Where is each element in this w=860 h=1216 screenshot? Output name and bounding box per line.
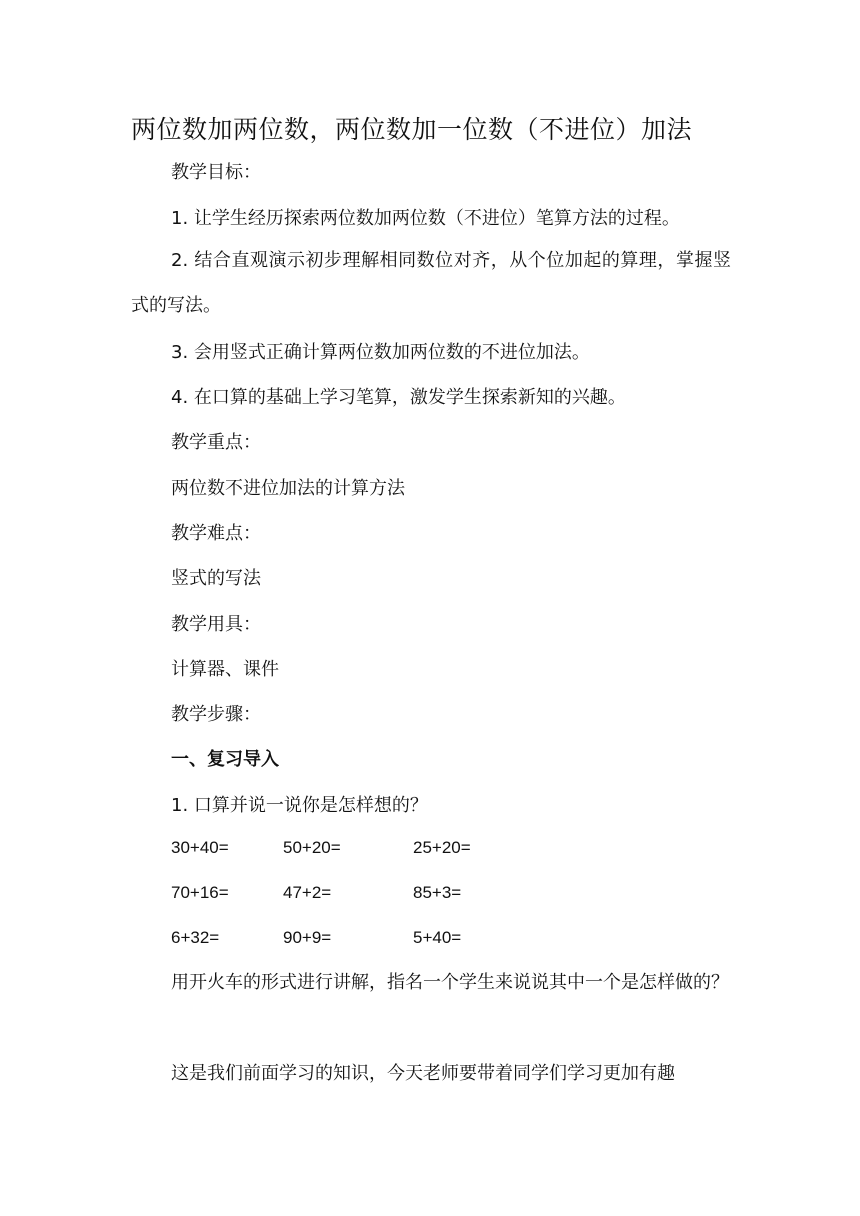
exercise-item: 25+20= [413,838,471,857]
exercise-item: 5+40= [413,928,462,947]
steps-heading: 教学步骤： [171,704,261,725]
paragraph-intro: 这是我们前面学习的知识，今天老师要带着同学们学习更加有趣 [171,1063,675,1084]
document-title: 两位数加两位数，两位数加一位数（不进位）加法 [131,115,693,144]
exercise-item: 85+3= [413,883,462,902]
exercise-item: 30+40= [171,838,229,857]
exercise-item: 90+9= [283,928,332,947]
exercise-item: 47+2= [283,883,332,902]
difficulty-heading: 教学难点： [171,523,261,544]
tools-text: 计算器、课件 [171,659,279,680]
key-point-heading: 教学重点： [171,432,261,453]
section-heading-review: 一、复习导入 [171,749,279,770]
exercise-item: 50+20= [283,838,341,857]
difficulty-text: 竖式的写法 [171,568,261,589]
goal-item-2: 2. 结合直观演示初步理解相同数位对齐，从个位加起的算理，掌握竖式的写法。 [131,250,731,316]
key-point-text: 两位数不进位加法的计算方法 [171,478,405,499]
goals-heading: 教学目标： [171,162,261,183]
tools-heading: 教学用具： [171,614,261,635]
question-1: 1. 口算并说一说你是怎样想的？ [171,795,428,816]
goal-item-4: 4. 在口算的基础上学习笔算，激发学生探索新知的兴趣。 [171,387,626,408]
goal-item-3: 3. 会用竖式正确计算两位数加两位数的不进位加法。 [171,342,590,363]
exercise-item: 70+16= [171,883,229,902]
paragraph-train-game: 用开火车的形式进行讲解，指名一个学生来说说其中一个是怎样做的？ [171,972,729,993]
exercise-item: 6+32= [171,928,220,947]
goal-item-1: 1. 让学生经历探索两位数加两位数（不进位）笔算方法的过程。 [171,208,680,229]
